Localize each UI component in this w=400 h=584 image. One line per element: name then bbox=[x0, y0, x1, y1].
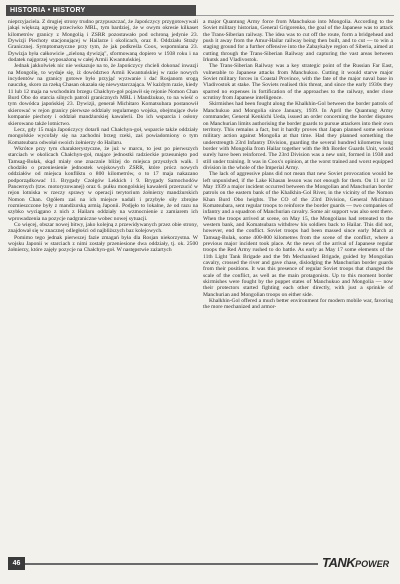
logo-main: TANK bbox=[322, 555, 356, 570]
section-header bbox=[6, 5, 196, 16]
paragraph: Skirmishes had been fought along the Khalkhin-Gol between the border patrols of Manchukuo and Mongolia since January, 1939. In April the Quantung Army commander, General Kenkichi Ueda, issued an order concerning the border disputes on Manchurian limits authorising the border guards to pursue attackers into their own territory. This remains a fact, but it hardly proves that Japan planned some serious military action against Mongolia at that time. Had they planned something the understrength 23rd Infantry Division, guarding the several hundred kilometres long border with Mongolia from Hailar together with the 8th Border Guards Unit, would surely have been reinforced. The 23rd Division was a new unit, formed in 1938 and still under training. It was in Coox's opinion, at the worst trained and worst equipped division in the whole of the Imperial Army. bbox=[203, 101, 393, 171]
paragraph: The Trans-Siberian Railway was a key strategic point of the Russian Far East, vulnerable to Japanese attacks from Manchukuo. Cutting it would starve major Soviet military forces in Coastal Province, with the fate of the major naval base in Vladivostok at stake. The Soviets realised this threat, and since the early 1930s they sparred no expenses in fortification of the approaches to the railway, under close scrutiny from Japanese intelligence. bbox=[203, 63, 393, 102]
paragraph: Wkrótce przy tym charakterystyczne, że już w marcu, to jest po pierwszych starciach w okolicach Chałchyn-goł, mające jednostki radzieckie przesunięto pod Tamsag-Bułak, skąd miały one znacznie bliżej do miejsca przyszłych walk. I chodziło o przeniesienie jednostek wojskowych ZSRR, które prócz nowych oddziałów od miejsca konfliktu o 800 kilometrów, o to 17 maja nakazano podporządkować 11. Brygady Czołgów Lekkich i 9. Brygady Samochodów Pancernych (tzw. motoryzowanej) oraz 6. pułku mongolskiej kawalerii przerzucić w rejon lotniska w rzeczy sprawy w operacji terytorium żołnierzy mandżurskich Nomon Chan. Ogółem zaś na ich miejsce nadali i przybyłe siły zbrojne rozmieszczone były z mandżurską armią Japonii. Podjęło to lokalne, że od razu na szybko wyciągano z nich z Hailaru oddziały na wzmocnienie z zamiarem ich wprowadzenia na pozycje nadgraniczne wobec nowej sytuacji. bbox=[8, 145, 198, 222]
paragraph: The lack of aggressive plans did not mean that new Soviet provocation would be left unpunished, if the Lake Khasan lesson was not enough for them. On 11 or 12 May 1939 a major incident occurred between the Mongolian and Manchurian border patrols on the eastern bank of the Khalkhin-Gol River, in the vicinity of the Nomon Khan Burd Obo heights. The CO of the 23rd Division, General Michitaro Komatsubara, sent regular troops to reinforce the border guards — two companies of infantry and a squadron of Manchurian cavalry. Some air support was also sent there. When the troops arrived at scene, on May 15, the Mongolians had retreated to the western bank, and Komatsubara withdrew his soldiers back to Hailar. This did not, however, end the conflict. Soviet troops had been massed since early March at Tamsag-Bulak, some 400-800 kilometres from the scene of the conflict, where a previous major incident took place. At the news of the arrival of Japanese regular troops the Red Army rushed to do battle. As early as May 17 some elements of the 11th Light Tank Brigade and the 9th Mechanised Brigade, guided by Mongolian cavalry, crossed the river and gave chase, dislodging the Manchurian border guards from their positions. It was this presence of regular Soviet troops that changed the scale of the conflict, as well as the main protagonists. Up to this moment border skirmishes were fought by the puppet states of Manchukuo and Mongolia — now their protectors started fighting each other directly, with just a sprinkle of Manchurian and Mongolian troops on either side. bbox=[203, 171, 393, 298]
page-number: 46 bbox=[8, 557, 25, 570]
footer-rule bbox=[8, 563, 318, 565]
paragraph: Jednak jakkolwiek nic nie wskazuje na to, że Japończycy chcieli dokonać inwazji na Mongolię, to wydaje się, iż dowództwo Armii Kwantuńskiej w razie nowych incydentów na granicy gotowe było przyjąć wyzwanie i dać Rosjanom srogą nauczkę, skoro za rzeką Chasan okazała się niewystarczająca. W każdym razie, kiedy 11 lub 12 maja na wschodnim brzegu Chałchyn-goł pojawił się rejonie Nomon Chan Burd Obo do starcia silnych patroli granicznych MRL i Mandżukuo, to na wieść o tym dowódca japońskiej 23. Dywizji, generał Michitaro Komatsubara postanowił skierować w rejon granicy pierwsze oddziały regularnego wojska, obejmujące dwie kompanie piechoty i oddział mandżurskiej kawalerii. Do ich wsparcia i osłony skierowano także lotnictwo. bbox=[8, 63, 198, 127]
paragraph: Lecz, gdy 15 maja Japończycy dotarli nad Chałchyn-goł, wsparcie także oddziały mongolskie wycofały się na zachodni brzeg rzeki, zaś powiadomiony o tym Komatsubara odwołał swoich żołnierzy do Hailaru. bbox=[8, 126, 198, 146]
logo-sub: POWER bbox=[355, 559, 390, 569]
header-rule bbox=[196, 15, 394, 16]
section-title: HISTORIA • HISTORY bbox=[10, 7, 86, 14]
magazine-logo bbox=[322, 555, 394, 573]
paragraph: Co więcej, obszar nowej bitwy, jako kolejną z przewidywanych przez obie strony, znajdował się w znacznej odległości od najbliższych baz kolejowych. bbox=[8, 222, 198, 235]
paragraph: Khalkhin-Gol offered a much better environment for modern mobile war, favoring the more mechanized and armor- bbox=[203, 298, 393, 311]
page-footer bbox=[0, 555, 400, 584]
paragraph: Pomimo tego jednak pierwszej fazie zmagań była dla Rosjan niekorzystna. W wojsku Japonii w starciach z nimi zostały przeniesione dwa oddziały, tj. ok. 2500 żołnierzy, które zajęły pozycje na Chałchyn-goł. W następstwie zażartych bbox=[8, 234, 198, 254]
paragraph: nieprzyjaciela. Z drugiej strony trudno przypuszczać, że Japończycy przygotowywali jakąś większą agresję przeciwko MRL, tym bardziej, że w owym okresie kilkaset kilometrów granicy z Mongolią i ZSRR pozostawało pod ochroną jedynie 23. Dywizji Piechoty stacjonującej w Hailarze i okolicach, oraz 8. Oddziału Straży Granicznej. Symptomatyczne przy tym, że jak podkreśla Coox, wspomniana 23. Dywizja była całkowicie „zieloną dywizją", sformowaną dopiero w 1938 roku i na dodatek najgorzej wyposażoną w całej Armii Kwantuńskiej. bbox=[8, 19, 198, 64]
polish-text-column bbox=[8, 19, 198, 549]
english-text-column bbox=[203, 19, 393, 549]
paragraph: a major Quantung Army force from Manchukuo into Mongolia. According to the Soviet military historian, General Grigorenko, the goal of the Japanese was to attack the Trans-Siberian railway. The idea was to cut off the route, form a bridgehead and push it away from the Amur-Hailar railway being then built, and to cut — to win a staging ground for a further offensive into the Zabaykalye region of Siberia, aimed at cutting through the Trans-Siberian Railway and capturing the vast areas between Irkutsk and Vladivostok. bbox=[203, 19, 393, 64]
